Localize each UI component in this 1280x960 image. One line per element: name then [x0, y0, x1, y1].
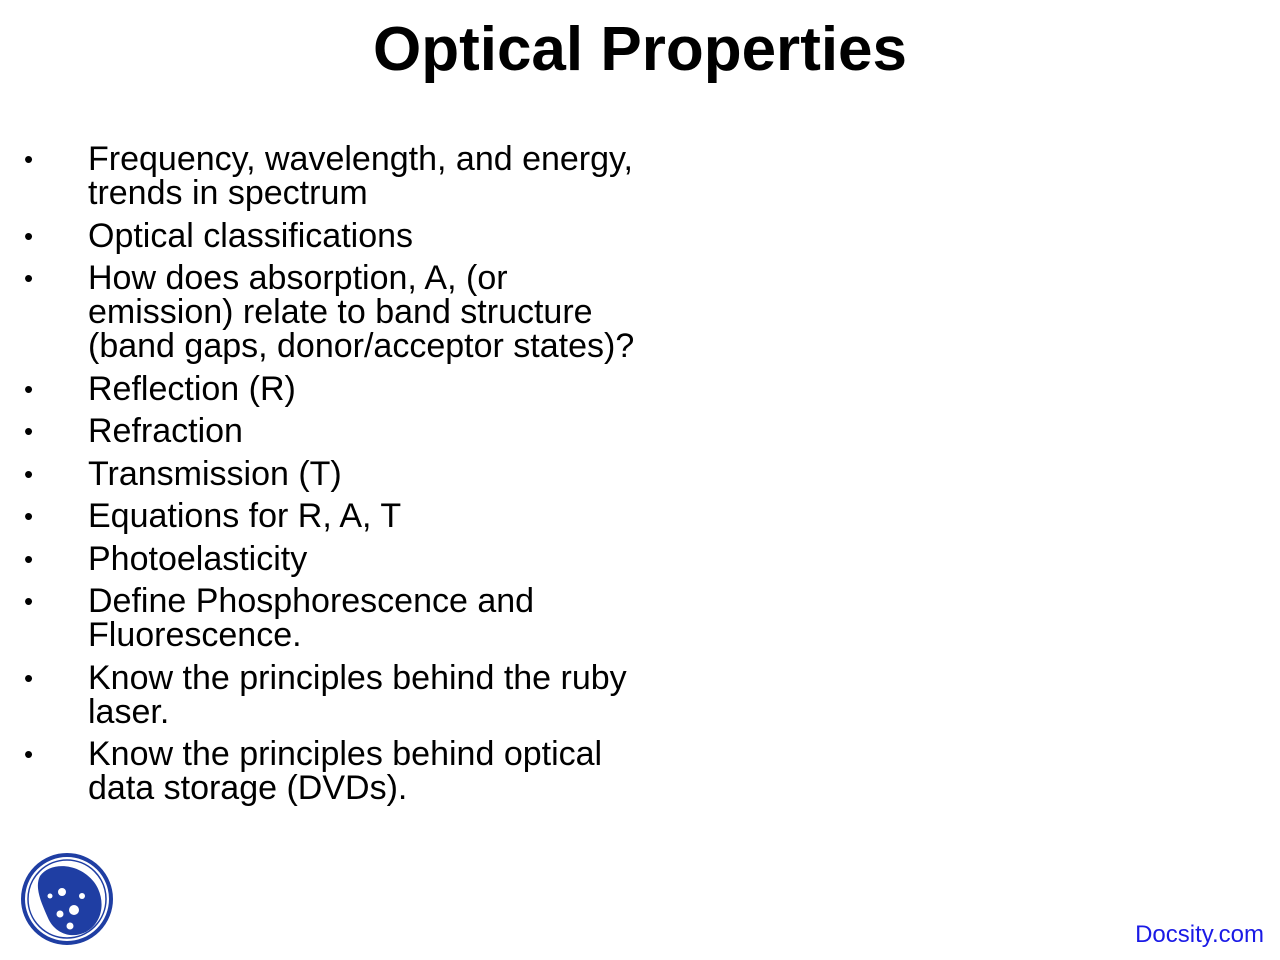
- bullet-marker: •: [24, 263, 34, 293]
- bullet-item: [0, 216, 648, 255]
- bullet-item: [0, 539, 648, 578]
- slide-title: Optical Properties: [372, 15, 908, 84]
- bullet-item: [0, 737, 648, 805]
- bullet-text-phosphorescence: Define Phosphorescence and Fluorescence.: [88, 582, 535, 654]
- bullet-marker: •: [24, 739, 34, 769]
- bullet-item: [0, 454, 648, 493]
- bullet-text-classifications: Optical classifications: [88, 216, 414, 255]
- bullet-item: [0, 261, 648, 363]
- bullet-text-photoelasticity: Photoelasticity: [88, 539, 308, 578]
- bullet-text-transmission: Transmission (T): [88, 454, 342, 493]
- bullet-marker: •: [24, 543, 34, 574]
- bullet-item: [0, 369, 648, 408]
- university-seal-icon: [20, 852, 114, 946]
- docsity-watermark[interactable]: Docsity.com: [1135, 921, 1264, 948]
- bullet-marker: •: [24, 662, 34, 693]
- bullet-text-reflection: Reflection (R): [88, 369, 296, 408]
- bullet-marker: •: [24, 220, 34, 251]
- bullet-item: [0, 142, 648, 210]
- bullet-marker: •: [24, 373, 34, 404]
- bullet-item: [0, 584, 648, 652]
- bullet-text-frequency: Frequency, wavelength, and energy, trends in spectrum: [88, 140, 633, 212]
- bullet-item: [0, 414, 648, 448]
- bullet-text-optical-storage: Know the principles behind optical data storage (DVDs).: [88, 735, 603, 807]
- bullet-list: [0, 142, 700, 814]
- bullet-item: [0, 658, 648, 731]
- bullet-text-absorption: How does absorption, A, (or emission) relate to band structure (band gaps, donor/acceptor states)?: [88, 259, 635, 365]
- bullet-marker: •: [24, 416, 34, 446]
- bullet-text-ruby-laser: Know the principles behind the ruby laser.: [88, 658, 627, 731]
- bullet-marker: •: [24, 144, 34, 174]
- bullet-marker: •: [24, 586, 34, 616]
- bullet-text-refraction: Refraction: [88, 412, 243, 450]
- bullet-text-equations: Equations for R, A, T: [88, 497, 402, 535]
- bullet-marker: •: [24, 501, 34, 531]
- bullet-item: [0, 499, 648, 533]
- bullet-marker: •: [24, 458, 34, 489]
